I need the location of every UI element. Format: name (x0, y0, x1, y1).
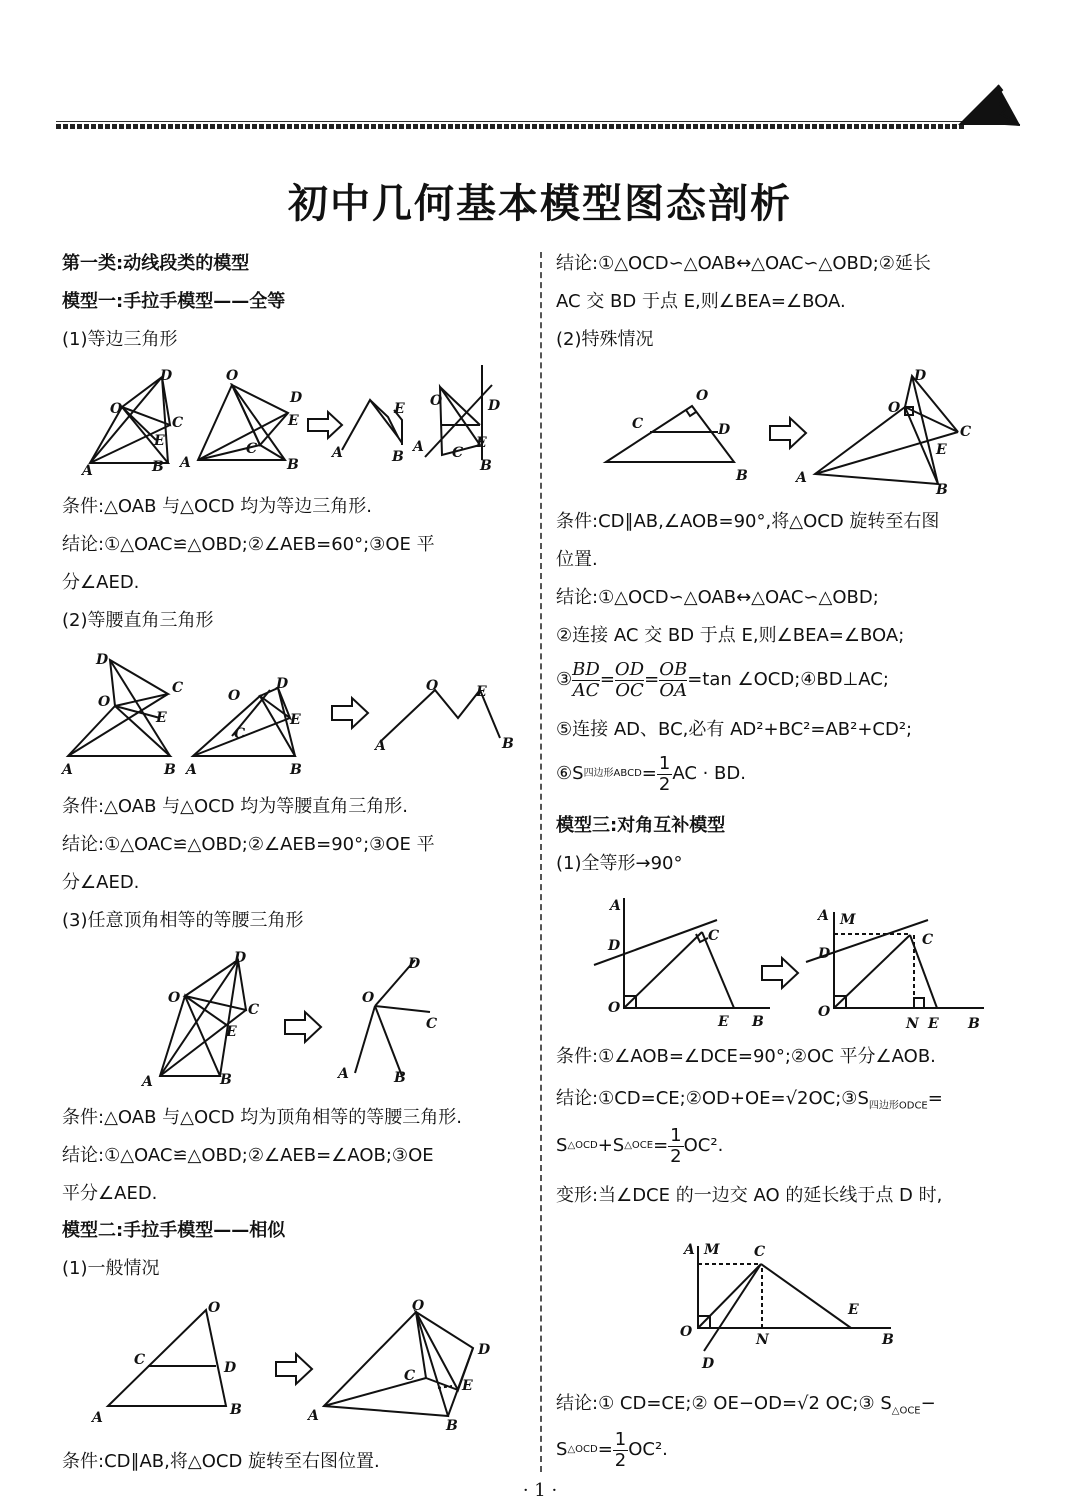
m1-case2-conclusion-line2: 分∠AED. (62, 872, 140, 893)
svg-text:N: N (756, 1332, 769, 1348)
fraction-numerator: 1 (670, 1124, 682, 1146)
svg-text:E: E (476, 435, 487, 451)
svg-text:D: D (290, 390, 303, 406)
variant-conclusion-subscript: △OCE (891, 1405, 921, 1417)
svg-text:C: C (172, 680, 184, 696)
svg-text:O: O (818, 1004, 831, 1020)
svg-text:B: B (392, 449, 404, 465)
svg-text:E: E (936, 442, 947, 458)
svg-text:C: C (172, 415, 184, 431)
svg-text:A: A (684, 1242, 695, 1258)
header-decorative-rule (56, 124, 966, 129)
svg-text:B: B (287, 457, 299, 473)
svg-text:D: D (478, 1342, 491, 1358)
area-s: S (556, 1439, 568, 1460)
fraction-denominator: 2 (670, 1145, 682, 1167)
m3-condition: 条件:①∠AOB=∠DCE=90°;②OC 平分∠AOB. (556, 1046, 936, 1067)
svg-text:A: A (796, 470, 807, 486)
svg-text:E: E (476, 684, 487, 700)
svg-text:E: E (288, 413, 299, 429)
svg-text:D: D (234, 950, 247, 966)
fraction-numerator: BD (572, 658, 600, 680)
svg-text:D: D (818, 946, 831, 962)
svg-text:O: O (362, 990, 375, 1006)
svg-text:A: A (142, 1074, 153, 1090)
figure-diagonal-variant (676, 1236, 906, 1380)
model2-heading: 模型二:手拉手模型——相似 (62, 1220, 286, 1241)
m1-case3-heading: (3)任意顶角相等的等腰三角形 (62, 910, 304, 931)
m1-case1-conclusion-line1: 结论:①△OAC≌△OBD;②∠AEB=60°;③OE 平 (62, 534, 435, 555)
area-equals: = (641, 763, 657, 784)
area-equals: = (597, 1439, 613, 1460)
m3-conclusion-text: 结论:①CD=CE;②OD+OE=√2OC;③S (556, 1088, 869, 1109)
m1-case3-condition: 条件:△OAB 与△OCD 均为顶角相等的等腰三角形. (62, 1107, 463, 1128)
svg-text:B: B (220, 1072, 232, 1088)
svg-text:B: B (882, 1332, 894, 1348)
svg-text:N: N (906, 1016, 919, 1032)
m3-variant-conclusion-line1 (556, 1391, 936, 1425)
fraction-numerator: OD (614, 658, 645, 680)
svg-text:M: M (704, 1242, 720, 1258)
page-title: 初中几何基本模型图态剖析 (288, 181, 792, 227)
area-prefix: ⑥S (556, 763, 584, 784)
svg-text:B: B (736, 468, 748, 484)
figure-similar-general (88, 1298, 508, 1442)
fraction-denominator: AC (572, 679, 600, 701)
fraction-ob-oa (659, 660, 687, 701)
category-heading: 第一类:动线段类的模型 (62, 253, 250, 274)
svg-text:C: C (248, 1002, 260, 1018)
svg-text:B: B (936, 482, 948, 498)
fraction-bd-ac (572, 660, 600, 701)
m3-variant: 变形:当∠DCE 的一边交 AO 的延长线于点 D 时, (556, 1185, 943, 1206)
svg-text:B: B (290, 762, 302, 778)
svg-text:E: E (462, 1378, 473, 1394)
svg-text:D: D (276, 676, 289, 692)
svg-text:D: D (224, 1360, 237, 1376)
svg-text:E: E (156, 710, 167, 726)
svg-text:O: O (208, 1300, 221, 1316)
svg-text:O: O (430, 393, 443, 409)
svg-text:D: D (914, 368, 927, 384)
m2-case2-conclusion-pythag: ⑤连接 AD、BC,必有 AD²+BC²=AB²+CD²; (556, 719, 913, 740)
fraction-half (613, 1430, 628, 1471)
svg-text:E: E (226, 1024, 237, 1040)
m1-case1-conclusion-line2: 分∠AED. (62, 572, 140, 593)
svg-text:A: A (818, 908, 829, 924)
svg-text:B: B (502, 736, 514, 752)
svg-text:O: O (98, 694, 111, 710)
svg-text:O: O (680, 1324, 693, 1340)
figure-isosceles-general (140, 948, 460, 1092)
m1-case1-condition: 条件:△OAB 与△OCD 均为等边三角形. (62, 496, 373, 517)
svg-text:D: D (718, 422, 731, 438)
svg-text:D: D (608, 938, 621, 954)
model1-heading: 模型一:手拉手模型——全等 (62, 291, 286, 312)
svg-text:B: B (480, 458, 492, 474)
svg-text:O: O (696, 388, 709, 404)
fraction-denominator: OA (659, 679, 688, 701)
svg-text:O: O (168, 990, 181, 1006)
svg-text:A: A (82, 463, 93, 479)
svg-text:C: C (404, 1368, 416, 1384)
ratio-suffix: =tan ∠OCD;④BD⊥AC; (687, 669, 889, 690)
header-line (56, 121, 966, 122)
m1-case2-condition: 条件:△OAB 与△OCD 均为等腰直角三角形. (62, 796, 409, 817)
svg-text:B: B (968, 1016, 980, 1032)
figure-similar-special (600, 362, 980, 501)
svg-text:C: C (452, 445, 464, 461)
fraction-numerator: 1 (614, 1428, 627, 1450)
svg-text:E: E (394, 401, 405, 417)
svg-text:O: O (228, 688, 241, 704)
m2-case2-condition-line1: 条件:CD∥AB,∠AOB=90°,将△OCD 旋转至右图 (556, 511, 940, 532)
svg-text:A: A (186, 762, 197, 778)
svg-text:B: B (230, 1402, 242, 1418)
ratio-prefix: ③ (556, 669, 573, 690)
svg-text:B: B (152, 459, 164, 475)
area-subscript: 四边形ABCD (583, 768, 642, 779)
svg-text:C: C (246, 441, 258, 457)
svg-text:E: E (290, 712, 301, 728)
area-equals: = (653, 1135, 669, 1156)
svg-text:E: E (154, 433, 165, 449)
area-s: S (556, 1135, 568, 1156)
svg-text:C: C (134, 1352, 146, 1368)
m3-conclusion-equals: = (927, 1088, 943, 1109)
svg-text:C: C (708, 928, 720, 944)
fraction-numerator: 1 (658, 752, 671, 774)
svg-text:A: A (375, 738, 386, 754)
svg-text:E: E (718, 1014, 729, 1030)
svg-text:A: A (308, 1408, 319, 1424)
svg-text:C: C (426, 1016, 438, 1032)
svg-text:D: D (160, 368, 173, 384)
figure-diagonal-complement (592, 890, 1002, 1039)
svg-text:B: B (446, 1418, 458, 1434)
header-corner-ornament (958, 80, 1024, 130)
svg-text:O: O (226, 368, 239, 384)
svg-text:B: B (752, 1014, 764, 1030)
figure-isosceles-right (60, 648, 530, 782)
svg-text:C: C (632, 416, 644, 432)
svg-text:C: C (960, 424, 972, 440)
fraction-half (668, 1126, 683, 1167)
svg-text:D: D (488, 398, 501, 414)
svg-text:E: E (928, 1016, 939, 1032)
area-plus-s: +S (597, 1135, 625, 1156)
svg-text:M: M (840, 912, 856, 928)
m2-case2-condition-line2: 位置. (556, 549, 598, 570)
m2-case2-heading: (2)特殊情况 (556, 329, 654, 350)
m2-case1-conclusion-line1: 结论:①△OCD∽△OAB↔△OAC∽△OBD;②延长 (556, 253, 931, 274)
area-suffix: OC². (628, 1439, 668, 1460)
fraction-denominator: 2 (614, 1449, 627, 1471)
m3-conclusion-subscript: 四边形ODCE (868, 1100, 928, 1112)
svg-text:A: A (338, 1066, 349, 1082)
page-number: · 1 · (522, 1480, 558, 1501)
area-suffix: OC². (683, 1135, 724, 1156)
m3-conclusion-line1 (556, 1086, 943, 1120)
m2-case1-conclusion-line2: AC 交 BD 于点 E,则∠BEA=∠BOA. (556, 291, 846, 312)
svg-text:D: D (408, 956, 421, 972)
m1-case1-heading: (1)等边三角形 (62, 329, 178, 350)
area-subscript-2: △OCE (624, 1140, 654, 1151)
m2-case2-conclusion-line1: 结论:①△OCD∽△OAB↔△OAC∽△OBD; (556, 587, 879, 608)
svg-text:O: O (608, 1000, 621, 1016)
area-suffix: AC · BD. (672, 763, 746, 784)
svg-text:D: D (702, 1356, 715, 1372)
svg-text:B: B (164, 762, 176, 778)
svg-text:C: C (922, 932, 934, 948)
m2-case1-heading: (1)一般情况 (62, 1258, 160, 1279)
m1-case2-conclusion-line1: 结论:①△OAC≌△OBD;②∠AEB=90°;③OE 平 (62, 834, 435, 855)
variant-conclusion-text: 结论:① CD=CE;② OE−OD=√2 OC;③ S (556, 1393, 892, 1414)
m3-variant-conclusion-line2 (556, 1428, 668, 1472)
svg-text:A: A (413, 439, 424, 455)
svg-text:A: A (332, 445, 343, 461)
svg-text:O: O (426, 678, 439, 694)
m1-case2-heading: (2)等腰直角三角形 (62, 610, 214, 631)
fraction-numerator: OB (659, 658, 688, 680)
variant-conclusion-minus: − (920, 1393, 936, 1414)
m2-case2-ratio-line: ③ $\frac{BD}{AC}$ = $\frac{OD}{OC}$ = $\frac{OB}{OA}$ =tan ∠OCD;④BD⊥AC; (556, 658, 889, 701)
svg-text:O: O (412, 1298, 425, 1314)
m1-case3-conclusion-line2: 平分∠AED. (62, 1183, 158, 1204)
svg-text:O: O (888, 400, 901, 416)
fraction-denominator: OC (615, 679, 644, 701)
svg-text:C: C (234, 726, 246, 742)
fraction-denominator: 2 (658, 773, 671, 795)
m2-case2-conclusion-line2: ②连接 AC 交 BD 于点 E,则∠BEA=∠BOA; (556, 625, 905, 646)
m2-case2-area-line (556, 752, 746, 796)
area-subscript: △OCD (567, 1444, 598, 1455)
model3-heading: 模型三:对角互补模型 (556, 815, 726, 836)
area-subscript-1: △OCD (567, 1140, 598, 1151)
fraction-od-oc (615, 660, 644, 701)
fraction-half (657, 754, 672, 795)
m3-case1-heading: (1)全等形→90° (556, 853, 683, 874)
m2-case1-condition: 条件:CD∥AB,将△OCD 旋转至右图位置. (62, 1451, 380, 1472)
m3-conclusion-line2 (556, 1124, 723, 1168)
svg-text:D: D (96, 652, 109, 668)
svg-text:A: A (180, 455, 191, 471)
svg-text:O: O (110, 401, 123, 417)
svg-text:C: C (754, 1244, 766, 1260)
svg-text:B: B (394, 1070, 406, 1086)
svg-text:A: A (610, 898, 621, 914)
figure-equilateral (80, 365, 500, 484)
svg-text:A: A (92, 1410, 103, 1426)
svg-text:E: E (848, 1302, 859, 1318)
svg-text:A: A (62, 762, 73, 778)
m1-case3-conclusion-line1: 结论:①△OAC≌△OBD;②∠AEB=∠AOB;③OE (62, 1145, 434, 1166)
column-divider (540, 252, 542, 1472)
